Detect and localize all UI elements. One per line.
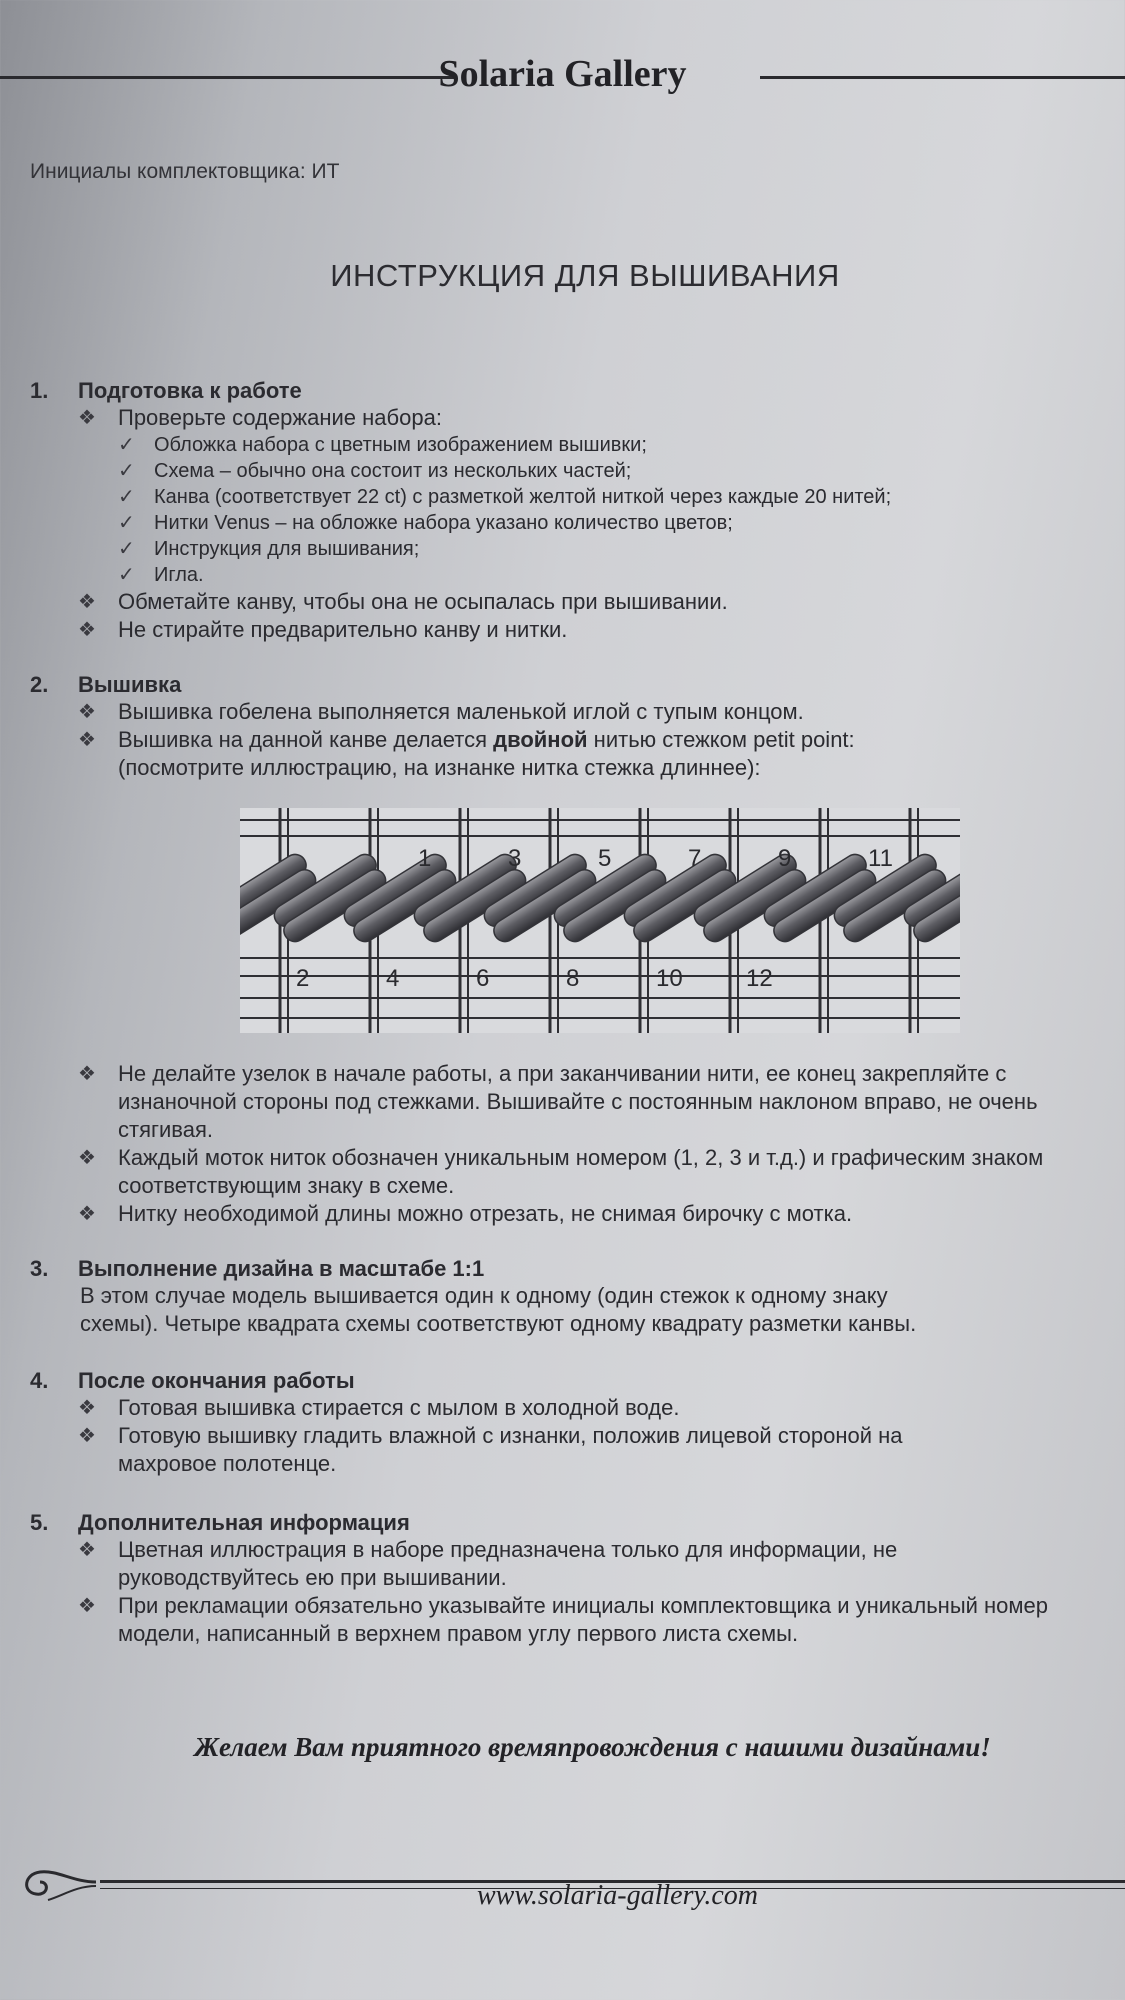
diamond-cluster-icon: ❖: [78, 591, 96, 613]
diamond-cluster-icon: ❖: [78, 1425, 96, 1447]
checklist-item: ✓ Обложка набора с цветным изображением вышивки;: [118, 434, 647, 456]
stitch-number: 12: [746, 965, 773, 992]
section-heading: [30, 1256, 1125, 1282]
stitch-number: 7: [688, 845, 702, 872]
section-number: 5.: [30, 1510, 49, 1535]
check-mark-icon: ✓: [118, 486, 135, 508]
checklist-item: ✓ Схема – обычно она состоит из нескольких частей;: [118, 460, 632, 482]
section-scale: [30, 1256, 1125, 1338]
diamond-cluster-icon: ❖: [78, 1203, 96, 1225]
list-item: ❖ Вышивка на данной канве делается двойной нитью стежком petit point: (посмотрите иллюстрацию, на изнанке нитка стежка длиннее):: [78, 727, 855, 780]
checklist-item: ✓ Канва (соответствует 22 ct) с разметкой желтой ниткой через каждые 20 нитей;: [118, 486, 892, 508]
stitch-number: 1: [418, 845, 432, 872]
check-mark-icon: ✓: [118, 512, 135, 534]
list-item: ❖ Нитку необходимой длины можно отрезать, не снимая бирочку с мотка.: [78, 1201, 853, 1226]
diamond-cluster-icon: ❖: [78, 701, 96, 723]
stitch-number: 4: [386, 965, 400, 992]
stitch-number: 10: [656, 965, 683, 992]
section-number: 1.: [30, 378, 49, 403]
page-title: ИНСТРУКЦИЯ ДЛЯ ВЫШИВАНИЯ: [330, 258, 840, 293]
section-finishing: [30, 1368, 1125, 1478]
section-heading: [30, 378, 1125, 404]
section-title: Дополнительная информация: [78, 1510, 410, 1535]
diamond-cluster-icon: ❖: [78, 1063, 96, 1085]
section-text: В этом случае модель вышивается один к одному (один стежок к одному знаку схемы). Четыре квадрата схемы соответствуют одному квадрату разметки канвы.: [80, 1283, 917, 1336]
stitch-diagram: [240, 808, 960, 1033]
section-additional-info: [30, 1510, 1125, 1648]
list-item: ❖ Проверьте содержание набора:: [78, 405, 442, 430]
diamond-cluster-icon: ❖: [78, 1539, 96, 1561]
stitch-number: 5: [598, 845, 612, 872]
list-item: ❖ Вышивка гобелена выполняется маленькой иглой с тупым концом.: [78, 699, 804, 724]
list-item: ❖ Готовая вышивка стирается с мылом в холодной воде.: [78, 1395, 680, 1420]
diamond-cluster-icon: ❖: [78, 619, 96, 641]
section-embroidery: [30, 672, 1125, 782]
list-item: ❖ Готовую вышивку гладить влажной с изнанки, положив лицевой стороной на махровое полотенце.: [78, 1423, 903, 1476]
diamond-cluster-icon: ❖: [78, 1397, 96, 1419]
section-embroidery-notes: [30, 1060, 1125, 1228]
diamond-cluster-icon: ❖: [78, 407, 96, 429]
checklist-item: ✓ Игла.: [118, 564, 204, 586]
list-item: ❖ Цветная иллюстрация в наборе предназначена только для информации, не руководствуйтесь ею при вышивании.: [78, 1537, 898, 1590]
section-title: После окончания работы: [78, 1368, 355, 1393]
section-title: Вышивка: [78, 672, 182, 697]
section-heading: [30, 672, 1125, 698]
check-mark-icon: ✓: [118, 434, 135, 456]
list-item: ❖ Не стирайте предварительно канву и нитки.: [78, 617, 568, 642]
stitch-number: 6: [476, 965, 490, 992]
diamond-cluster-icon: ❖: [78, 1147, 96, 1169]
section-number: 3.: [30, 1256, 49, 1281]
closing-message: Желаем Вам приятного времяпровождения с нашими дизайнами!: [194, 1732, 991, 1762]
checklist-item: ✓ Инструкция для вышивания;: [118, 538, 420, 560]
stitch-number: 11: [868, 845, 893, 872]
petit-point-illustration: [240, 808, 960, 1033]
check-mark-icon: ✓: [118, 538, 135, 560]
list-item: ❖ Обметайте канву, чтобы она не осыпалась при вышивании.: [78, 589, 728, 614]
diamond-cluster-icon: ❖: [78, 729, 96, 751]
section-title: Подготовка к работе: [78, 378, 302, 403]
checklist-item: ✓ Нитки Venus – на обложке набора указано количество цветов;: [118, 512, 733, 534]
stitch-number: 9: [778, 845, 792, 872]
stitch-number: 3: [508, 845, 522, 872]
section-number: 2.: [30, 672, 49, 697]
check-mark-icon: ✓: [118, 460, 135, 482]
kit-checklist: [118, 432, 1125, 588]
section-number: 4.: [30, 1368, 49, 1393]
list-item: ❖ Каждый моток ниток обозначен уникальным номером (1, 2, 3 и т.д.) и графическим знаком соответствующим знаку в схеме.: [78, 1145, 1044, 1198]
section-heading: [30, 1368, 1125, 1394]
diamond-cluster-icon: ❖: [78, 1595, 96, 1617]
stitch-number: 2: [296, 965, 310, 992]
section-preparation: [30, 378, 1125, 644]
stitch-number: 8: [566, 965, 580, 992]
list-item: ❖ Не делайте узелок в начале работы, а при заканчивании нити, ее конец закрепляйте с изнаночной стороны под стежками. Вышивайте с постоянным наклоном вправо, не очень стягивая.: [78, 1061, 1038, 1142]
brand-title: Solaria Gallery: [438, 53, 687, 95]
website-url: www.solaria-gallery.com: [476, 1880, 759, 1911]
section-heading: [30, 1510, 1125, 1536]
packer-initials: Инициалы комплектовщика: ИТ: [30, 160, 340, 183]
check-mark-icon: ✓: [118, 564, 135, 586]
list-item: ❖ При рекламации обязательно указывайте инициалы комплектовщика и уникальный номер модели, написанный в верхнем правом углу первого листа схемы.: [78, 1593, 1049, 1646]
section-title: Выполнение дизайна в масштабе 1:1: [78, 1256, 485, 1281]
